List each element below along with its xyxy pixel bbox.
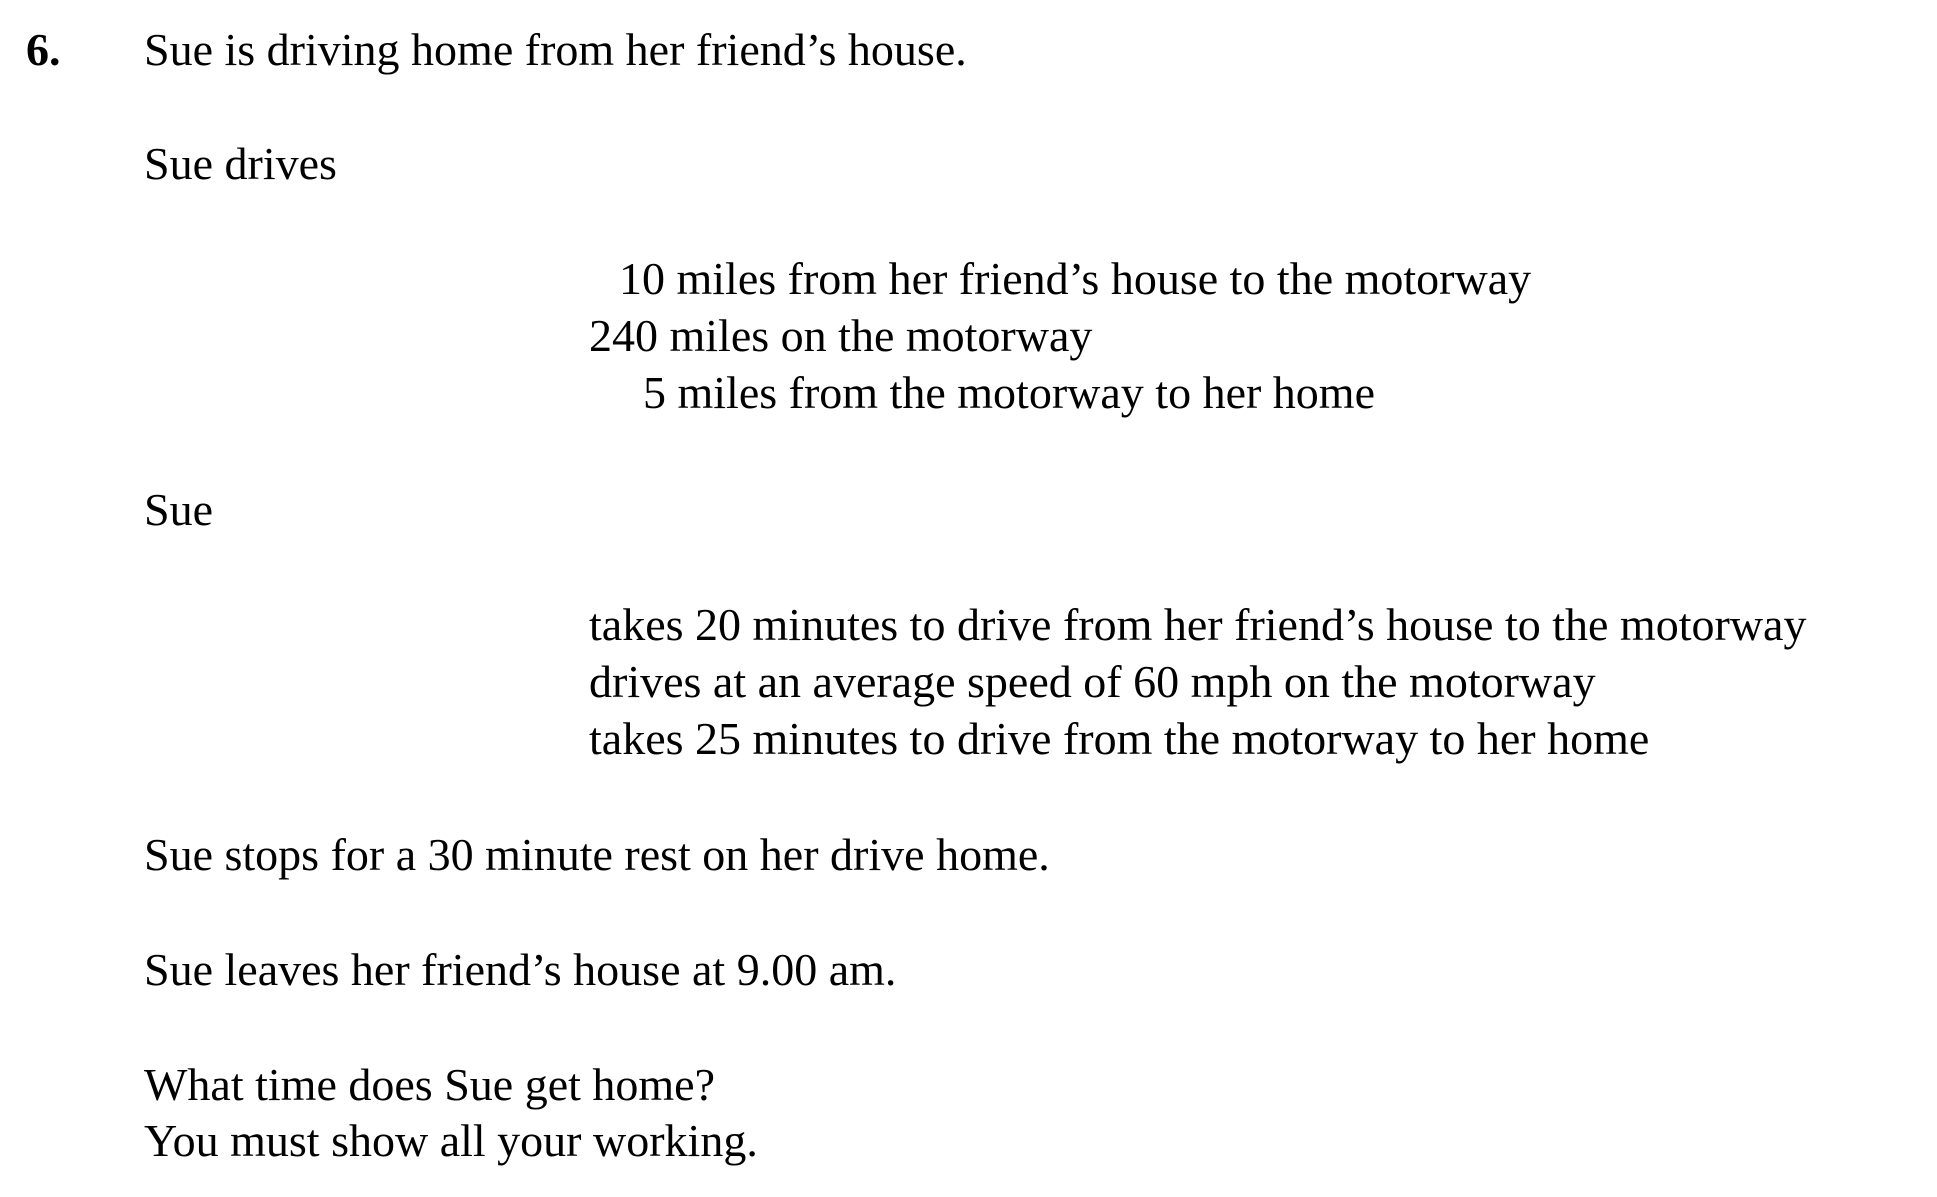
time-item-friend-to-motorway: takes 20 minutes to drive from her friend’s house to the motorway bbox=[589, 599, 1807, 650]
question-instruction: You must show all your working. bbox=[144, 1115, 758, 1166]
sue-heading: Sue bbox=[144, 484, 213, 535]
rest-statement: Sue stops for a 30 minute rest on her drive home. bbox=[144, 829, 1050, 880]
question-ask: What time does Sue get home? bbox=[144, 1059, 716, 1110]
distance-item-friend-to-motorway: 10 miles from her friend’s house to the motorway bbox=[619, 253, 1532, 304]
drives-heading: Sue drives bbox=[144, 138, 337, 189]
time-item-motorway-speed: drives at an average speed of 60 mph on the motorway bbox=[589, 656, 1596, 707]
time-item-motorway-to-home: takes 25 minutes to drive from the motorway to her home bbox=[589, 713, 1650, 764]
leaves-statement: Sue leaves her friend’s house at 9.00 am. bbox=[144, 944, 897, 995]
distance-item-motorway-to-home: 5 miles from the motorway to her home bbox=[643, 367, 1376, 418]
question-number: 6. bbox=[26, 24, 61, 75]
distance-item-motorway: 240 miles on the motorway bbox=[589, 310, 1093, 361]
question-intro: Sue is driving home from her friend’s house. bbox=[144, 24, 967, 75]
